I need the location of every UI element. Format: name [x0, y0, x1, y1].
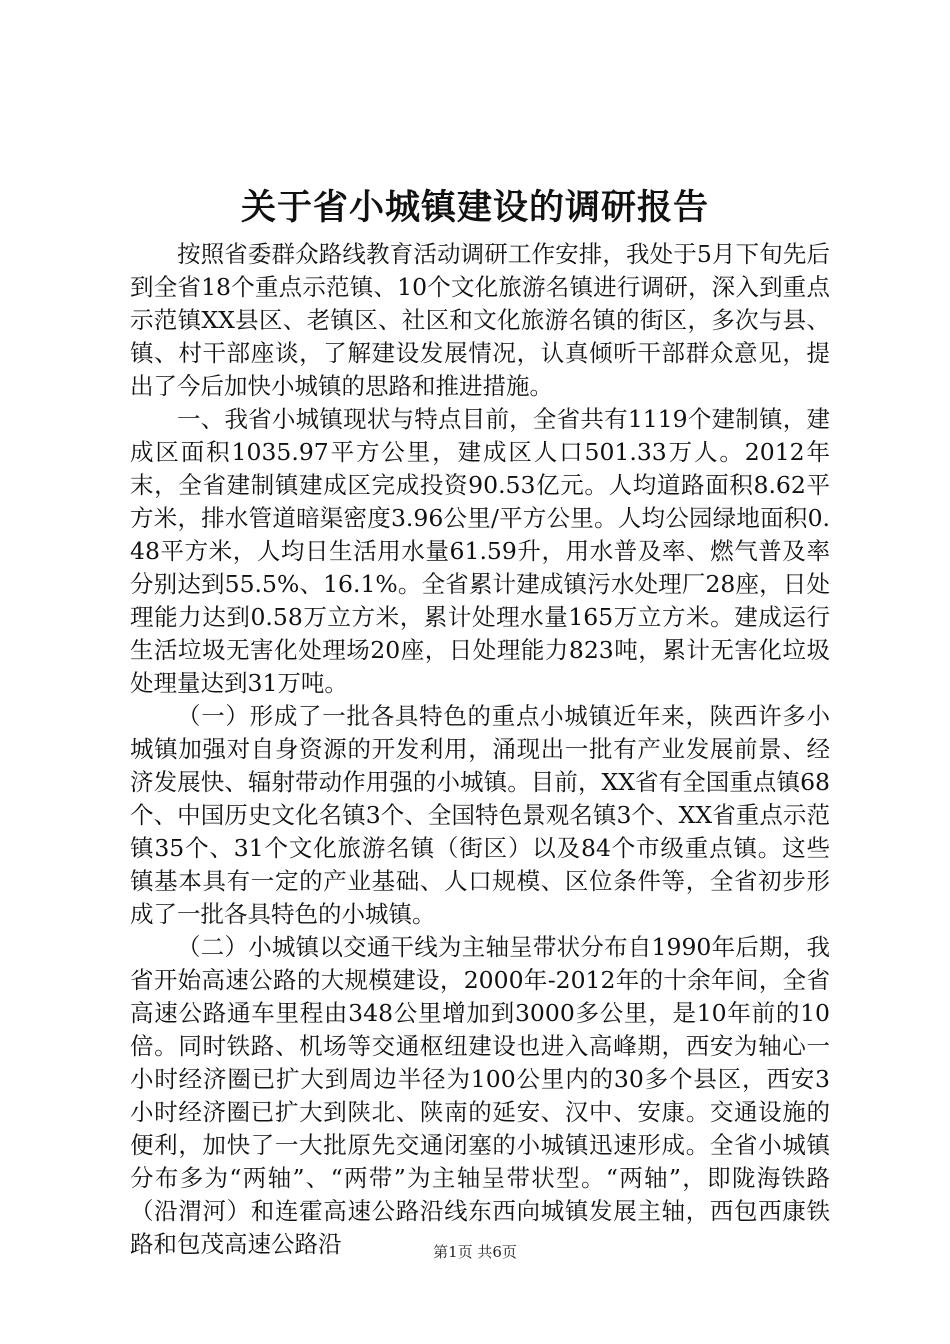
document-body: [130, 238, 830, 1261]
paragraph-subsection-1: （一）形成了一批各具特色的重点小城镇近年来，陕西许多小城镇加强对自身资源的开发利用，涌现出一批有产业发展前景、经济发展快、辐射带动作用强的小城镇。目前，XX省有全国重点镇68个、中国历史文化名镇3个、全国特色景观名镇3个、XX省重点示范镇35个、31个文化旅游名镇（街区）以及84个市级重点镇。这些镇基本具有一定的产业基础、人口规模、区位条件等，全省初步形成了一批各具特色的小城镇。: [130, 702, 830, 928]
paragraph-intro: 按照省委群众路线教育活动调研工作安排，我处于5月下旬先后到全省18个重点示范镇、10个文化旅游名镇进行调研，深入到重点示范镇XX县区、老镇区、社区和文化旅游名镇的街区，多次与县、镇、村干部座谈，了解建设发展情况，认真倾听干部群众意见，提出了今后加快小城镇的思路和推进措施。: [130, 240, 830, 400]
paragraph-subsection-2: （二）小城镇以交通干线为主轴呈带状分布自1990年后期，我省开始高速公路的大规模建设，2000年-2012年的十余年间，全省高速公路通车里程由348公里增加到3000多公里，是10年前的10倍。同时铁路、机场等交通枢纽建设也进入高峰期，西安为轴心一小时经济圈已扩大到周边半径为100公里内的30多个县区，西安3小时经济圈已扩大到陕北、陕南的延安、汉中、安康。交通设施的便利，加快了一大批原先交通闭塞的小城镇迅速形成。全省小城镇分布多为“两轴”、“两带”为主轴呈带状型。“两轴”，即陇海铁路（沿渭河）和连霍高速公路沿线东西向城镇发展主轴，西包西康铁路和包茂高速公路沿: [130, 933, 830, 1258]
document-title: 关于省小城镇建设的调研报告: [240, 187, 709, 228]
paragraph-section-1: 一、我省小城镇现状与特点目前，全省共有1119个建制镇，建成区面积1035.97平方公里，建成区人口501.33万人。2012年末，全省建制镇建成区完成投资90.53亿元。人均道路面积8.62平方米，排水管道暗渠密度3.96公里/平方公里。人均公园绿地面积0.48平方米，人均日生活用水量61.59升，用水普及率、燃气普及率分别达到55.5%、16.1%。全省累计建成镇污水处理厂28座，日处理能力达到0.58万立方米，累计处理水量165万立方米。建成运行生活垃圾无害化处理场20座，日处理能力823吨，累计无害化垃圾处理量达到31万吨。: [130, 405, 830, 697]
page-footer: 第1页 共6页: [433, 1243, 517, 1261]
